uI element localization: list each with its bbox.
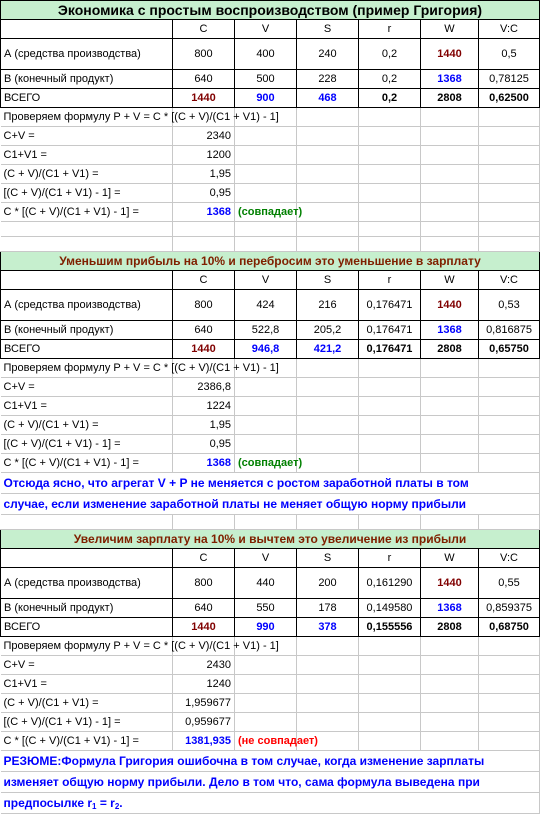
cell[interactable]: 946,8 <box>235 340 297 359</box>
calc-value[interactable]: 2386,8 <box>173 378 235 397</box>
cell[interactable]: 2808 <box>421 340 479 359</box>
cell[interactable]: 200 <box>297 568 359 599</box>
calc-row <box>1 732 540 751</box>
cell[interactable]: 1440 <box>421 290 479 321</box>
cell[interactable]: 1440 <box>173 89 235 108</box>
header-row <box>1 271 540 290</box>
section-heading-row <box>1 252 540 271</box>
section-heading-row <box>1 530 540 549</box>
calc-label[interactable]: C1+V1 = <box>1 146 173 165</box>
cell[interactable]: 0,2 <box>359 70 421 89</box>
calc-label[interactable]: C1+V1 = <box>1 675 173 694</box>
calc-value[interactable]: 1,959677 <box>173 694 235 713</box>
calc-value[interactable]: 0,95 <box>173 184 235 203</box>
cell[interactable]: 0,176471 <box>359 290 421 321</box>
calc-label[interactable]: C * [(C + V)/(C1 + V1) - 1] = <box>1 454 173 473</box>
label-a[interactable]: А (средства производства) <box>1 290 173 321</box>
summary-text: . <box>119 795 123 810</box>
cell[interactable]: 1440 <box>421 39 479 70</box>
header-c[interactable]: C <box>173 20 235 39</box>
header-vc[interactable]: V:C <box>479 549 540 568</box>
verdict[interactable]: (совпадает) <box>235 454 297 473</box>
cell[interactable]: 378 <box>297 618 359 637</box>
cell[interactable]: 640 <box>173 321 235 340</box>
cell[interactable]: 1368 <box>421 70 479 89</box>
header-s[interactable]: S <box>297 549 359 568</box>
cell[interactable]: 468 <box>297 89 359 108</box>
calc-value[interactable]: 1200 <box>173 146 235 165</box>
calc-row <box>1 127 540 146</box>
header-r[interactable]: r <box>359 20 421 39</box>
cell[interactable]: 1368 <box>421 321 479 340</box>
header-vc[interactable]: V:C <box>479 20 540 39</box>
header-s[interactable]: S <box>297 271 359 290</box>
calc-value[interactable]: 1240 <box>173 675 235 694</box>
note-line[interactable]: Отсюда ясно, что агрегат V + P не меняется с ростом заработной платы в том <box>1 473 540 494</box>
cell[interactable]: 0,68750 <box>479 618 540 637</box>
calc-label[interactable]: [(C + V)/(C1 + V1) - 1] = <box>1 713 173 732</box>
cell[interactable]: 240 <box>297 39 359 70</box>
row-b <box>1 599 540 618</box>
cell[interactable]: 440 <box>235 568 297 599</box>
note-row <box>1 494 540 515</box>
cell[interactable]: 0,161290 <box>359 568 421 599</box>
calc-label[interactable]: C+V = <box>1 127 173 146</box>
row-a <box>1 290 540 321</box>
cell[interactable]: 1440 <box>173 618 235 637</box>
cell[interactable]: 990 <box>235 618 297 637</box>
summary-text: = r <box>96 795 115 810</box>
header-c[interactable]: C <box>173 271 235 290</box>
calc-row <box>1 694 540 713</box>
calc-row <box>1 656 540 675</box>
note-row <box>1 473 540 494</box>
section-heading: Увеличим зарплату на 10% и вычтем это увеличение из прибыли <box>1 530 540 549</box>
calc-row <box>1 165 540 184</box>
main-title-row <box>1 1 540 20</box>
cell[interactable]: 0,65750 <box>479 340 540 359</box>
header-vc[interactable]: V:C <box>479 271 540 290</box>
cell[interactable]: 2808 <box>421 618 479 637</box>
cell[interactable]: 0,78125 <box>479 70 540 89</box>
verdict[interactable]: (совпадает) <box>235 203 297 222</box>
summary-line[interactable]: изменяет общую норму прибыли. Дело в том что, сама формула выведена при <box>1 772 540 793</box>
calc-label[interactable]: C+V = <box>1 656 173 675</box>
header-s[interactable]: S <box>297 20 359 39</box>
formula-row <box>1 359 540 378</box>
subscript-2: 2 <box>114 801 120 811</box>
calc-row <box>1 397 540 416</box>
header-r[interactable]: r <box>359 549 421 568</box>
cell[interactable]: 0,62500 <box>479 89 540 108</box>
calc-label[interactable]: C+V = <box>1 378 173 397</box>
calc-row <box>1 378 540 397</box>
calc-result[interactable]: 1368 <box>173 454 235 473</box>
label-total[interactable]: ВСЕГО <box>1 618 173 637</box>
cell[interactable]: 640 <box>173 70 235 89</box>
row-a <box>1 568 540 599</box>
calc-row <box>1 713 540 732</box>
label-b[interactable]: В (конечный продукт) <box>1 70 173 89</box>
header-w[interactable]: W <box>421 549 479 568</box>
calc-row <box>1 454 540 473</box>
calc-label[interactable]: C1+V1 = <box>1 397 173 416</box>
header-r[interactable]: r <box>359 271 421 290</box>
formula-text[interactable]: Проверяем формулу P + V = C * [(C + V)/(C1 + V1) - 1] <box>1 108 173 127</box>
calc-value[interactable]: 1,95 <box>173 165 235 184</box>
calc-label[interactable]: C * [(C + V)/(C1 + V1) - 1] = <box>1 203 173 222</box>
cell[interactable]: 1440 <box>421 568 479 599</box>
header-c[interactable]: C <box>173 549 235 568</box>
row-b <box>1 70 540 89</box>
cell[interactable]: 0,149580 <box>359 599 421 618</box>
calc-row <box>1 146 540 165</box>
calc-row <box>1 184 540 203</box>
header-row <box>1 20 540 39</box>
verdict[interactable]: (не совпадает) <box>235 732 297 751</box>
calc-label[interactable]: [(C + V)/(C1 + V1) - 1] = <box>1 184 173 203</box>
calc-result[interactable]: 1381,935 <box>173 732 235 751</box>
cell[interactable]: 550 <box>235 599 297 618</box>
cell[interactable]: 0,155556 <box>359 618 421 637</box>
cell[interactable]: 522,8 <box>235 321 297 340</box>
cell[interactable]: 0,55 <box>479 568 540 599</box>
formula-text[interactable]: Проверяем формулу P + V = C * [(C + V)/(C1 + V1) - 1] <box>1 637 173 656</box>
header-row <box>1 549 540 568</box>
formula-row <box>1 108 540 127</box>
cell[interactable]: 500 <box>235 70 297 89</box>
calc-label[interactable]: (C + V)/(C1 + V1) = <box>1 165 173 184</box>
cell[interactable]: 900 <box>235 89 297 108</box>
label-b[interactable]: В (конечный продукт) <box>1 599 173 618</box>
calc-label[interactable]: (C + V)/(C1 + V1) = <box>1 416 173 435</box>
calc-row <box>1 416 540 435</box>
cell[interactable]: 424 <box>235 290 297 321</box>
label-total[interactable]: ВСЕГО <box>1 340 173 359</box>
calc-value[interactable]: 2430 <box>173 656 235 675</box>
cell[interactable]: 228 <box>297 70 359 89</box>
row-b <box>1 321 540 340</box>
summary-row <box>1 751 540 772</box>
summary-row <box>1 772 540 793</box>
cell[interactable]: 216 <box>297 290 359 321</box>
summary-line[interactable]: РЕЗЮМЕ:Формула Григория ошибочна в том случае, когда изменение зарплаты <box>1 751 540 772</box>
calc-value[interactable]: 0,95 <box>173 435 235 454</box>
calc-value[interactable]: 1,95 <box>173 416 235 435</box>
cell[interactable]: 0,176471 <box>359 321 421 340</box>
header-w[interactable]: W <box>421 20 479 39</box>
header-v[interactable]: V <box>235 271 297 290</box>
row-a <box>1 39 540 70</box>
row-total <box>1 340 540 359</box>
row-total <box>1 89 540 108</box>
summary-line[interactable] <box>1 793 540 814</box>
summary-row <box>1 793 540 814</box>
cell[interactable]: 0,816875 <box>479 321 540 340</box>
label-a[interactable]: А (средства производства) <box>1 568 173 599</box>
header-v[interactable]: V <box>235 20 297 39</box>
cell[interactable]: 205,2 <box>297 321 359 340</box>
cell[interactable]: 0,53 <box>479 290 540 321</box>
section-heading: Уменьшим прибыль на 10% и перебросим это уменьшение в зарплату <box>1 252 540 271</box>
note-line[interactable]: случае, если изменение заработной платы не меняет общую норму прибыли <box>1 494 540 515</box>
cell[interactable]: 2808 <box>421 89 479 108</box>
calc-value[interactable]: 2340 <box>173 127 235 146</box>
formula-text[interactable]: Проверяем формулу P + V = C * [(C + V)/(C1 + V1) - 1] <box>1 359 173 378</box>
calc-row <box>1 675 540 694</box>
label-b[interactable]: В (конечный продукт) <box>1 321 173 340</box>
calc-label[interactable]: (C + V)/(C1 + V1) = <box>1 694 173 713</box>
header-w[interactable]: W <box>421 271 479 290</box>
cell[interactable]: 421,2 <box>297 340 359 359</box>
header-v[interactable]: V <box>235 549 297 568</box>
cell[interactable]: 0,859375 <box>479 599 540 618</box>
cell[interactable]: 800 <box>173 39 235 70</box>
label-total[interactable]: ВСЕГО <box>1 89 173 108</box>
cell[interactable]: 800 <box>173 290 235 321</box>
cell[interactable]: 0,176471 <box>359 340 421 359</box>
cell[interactable]: 178 <box>297 599 359 618</box>
cell[interactable]: 0,2 <box>359 89 421 108</box>
row-total <box>1 618 540 637</box>
calc-value[interactable]: 1224 <box>173 397 235 416</box>
calc-row <box>1 203 540 222</box>
formula-row <box>1 637 540 656</box>
subscript-1: 1 <box>92 801 97 811</box>
calc-result[interactable]: 1368 <box>173 203 235 222</box>
label-a[interactable]: А (средства производства) <box>1 39 173 70</box>
cell[interactable]: 0,2 <box>359 39 421 70</box>
summary-text: предпосылке r <box>3 795 93 810</box>
calc-label[interactable]: C * [(C + V)/(C1 + V1) - 1] = <box>1 732 173 751</box>
cell[interactable]: 0,5 <box>479 39 540 70</box>
cell[interactable]: 400 <box>235 39 297 70</box>
calc-value[interactable]: 0,959677 <box>173 713 235 732</box>
main-title: Экономика с простым воспроизводством (пример Григория) <box>1 1 540 20</box>
cell[interactable]: 1368 <box>421 599 479 618</box>
cell[interactable]: 800 <box>173 568 235 599</box>
calc-label[interactable]: [(C + V)/(C1 + V1) - 1] = <box>1 435 173 454</box>
cell[interactable]: 640 <box>173 599 235 618</box>
calc-row <box>1 435 540 454</box>
cell[interactable]: 1440 <box>173 340 235 359</box>
